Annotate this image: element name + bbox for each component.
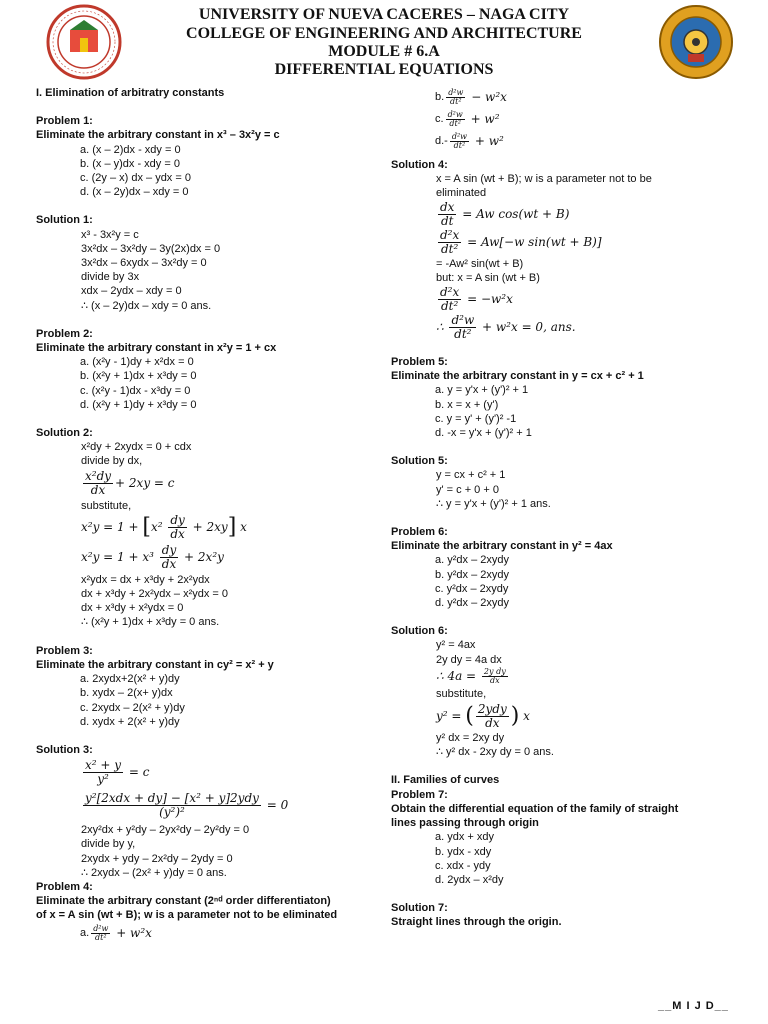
choice: c. 2xydx – 2(x² + y)dy (80, 701, 185, 714)
problem-question: Obtain the differential equation of the family of straight (391, 802, 679, 815)
choice: d. (x – 2y)dx – xdy = 0 (80, 186, 189, 199)
choice: a. y = y'x + (y')² + 1 (435, 384, 529, 397)
problem-title: Problem 6: (391, 526, 448, 539)
solution-step: ∴ 2xydx – (2x² + y)dy = 0 ans. (81, 866, 227, 879)
solution-step: x²dy + 2xydx = 0 + cdx (81, 441, 192, 454)
solution-title: Solution 4: (391, 159, 448, 171)
header-module: MODULE # 6.A (328, 43, 440, 60)
solution-title: Solution 6: (391, 625, 448, 638)
equation: x²y = 1 + x³ $\frac{dy}{dx}$ + 2x²y (81, 543, 224, 572)
choice: d.- $\frac{\text{d²w}}{\text{dt²}}$ + w² (435, 131, 504, 150)
choice: c. $\frac{\text{d²w}}{\text{dt²}}$ + w² (435, 109, 500, 128)
equation: ∴ $\frac{\text{d²w}}{\text{dt²}}$ + w²x = 0, ans. (436, 312, 576, 341)
solution-step: but: x = A sin (wt + B) (436, 271, 540, 284)
problem-question: Eliminate the arbitrary constant in y² = 4ax (391, 540, 613, 553)
choice-letter: c. (435, 112, 444, 125)
solution-step: y' = c + 0 + 0 (436, 483, 499, 496)
problem-question: Eliminate the arbitrary constant in y = cx + c² + 1 (391, 370, 644, 383)
university-seal (46, 4, 122, 80)
solution-step: y² = 4ax (436, 639, 476, 652)
choice: a. 2xydx+2(x² + y)dy (80, 673, 180, 686)
choice: c. y = y' + (y')² -1 (435, 412, 517, 425)
problem-title: Problem 1: (36, 115, 93, 128)
college-seal (658, 4, 734, 80)
choice: c. (x²y - 1)dx - x³dy = 0 (80, 384, 191, 397)
solution-step: 2xydx + ydy – 2x²dy – 2ydy = 0 (81, 852, 233, 865)
choice: d. -x = y'x + (y')² + 1 (435, 427, 532, 440)
problem-title: Problem 5: (391, 356, 448, 369)
problem-title: Problem 3: (36, 644, 93, 657)
choice: a. y²dx – 2xydy (435, 554, 509, 567)
problem-question: Eliminate the arbitrary constant in x³ – 3x²y = c (36, 129, 280, 142)
solution-step: x²ydx = dx + x³dy + 2x²ydx (81, 573, 210, 586)
problem-title: Problem 4: (36, 880, 93, 893)
choice: c. y²dx – 2xydy (435, 582, 509, 595)
equation: y² = ( $\frac{\text{2ydy}}{dx}$ ) x (436, 701, 530, 730)
solution-step: x = A sin (wt + B); w is a parameter not to be (436, 173, 652, 186)
choice: d. y²dx – 2xydy (435, 597, 509, 610)
equation: $\frac{\text{y²[2xdx + dy] − [x² + y]2ydy}}{\text{(y²)²}}$ = 0 (85, 790, 289, 819)
problem-question: of x = A sin (wt + B); w is a parameter not to be eliminated (36, 909, 338, 922)
header-subject: DIFFERENTIAL EQUATIONS (274, 61, 494, 78)
choice: a. (x²y - 1)dy + x²dx = 0 (80, 356, 194, 369)
equation: ∴ 4a = $\frac{\text{2y dy}}{dx}$ (436, 667, 506, 686)
solution-step: ∴ y² dx - 2xy dy = 0 ans. (436, 746, 554, 759)
problem-title: Problem 7: (391, 788, 448, 801)
footer-initials: __M I J D__ (658, 1000, 729, 1012)
choice: d. (x²y + 1)dy + x³dy = 0 (80, 398, 197, 411)
solution-step: x³ - 3x²y = c (81, 228, 139, 241)
solution-step: divide by y, (81, 838, 136, 851)
equation: $\frac{\text{x²dy}}{dx}$ + 2xy = c (85, 469, 175, 498)
choice: a. $\frac{\text{d²w}}{\text{dt²}}$ + w²x (80, 924, 152, 943)
right-column (391, 86, 741, 930)
section-heading: II. Families of curves (391, 774, 500, 787)
problem-title: Problem 2: (36, 327, 93, 340)
header-university: UNIVERSITY OF NUEVA CACERES – NAGA CITY (198, 6, 570, 23)
solution-title: Solution 2: (36, 427, 93, 440)
choice-letter: b. (435, 90, 445, 103)
solution-step: = -Aw² sin(wt + B) (436, 257, 524, 270)
choice: b. (x – y)dx - xdy = 0 (80, 157, 180, 170)
choice: b. (x²y + 1)dx + x³dy = 0 (80, 370, 197, 383)
choice: b. y²dx – 2xydy (435, 568, 509, 581)
equation: $\frac{\text{d²x}}{\text{dt²}}$ = Aw[−w sin(wt + B)] (440, 228, 602, 257)
solution-step: divide by 3x (81, 271, 140, 284)
problem-question: Eliminate the arbitrary constant (2ⁿᵈ order differentiaton) (36, 895, 331, 908)
solution-step: Straight lines through the origin. (391, 916, 562, 929)
section-heading: I. Elimination of arbitratry constants (36, 87, 225, 99)
solution-step: ∴ y = y'x + (y')² + 1 ans. (436, 497, 551, 510)
solution-step: dx + x³dy + x²ydx = 0 (81, 602, 184, 615)
equation: $\frac{dx}{dt}$ = Aw cos(wt + B) (440, 200, 570, 229)
solution-step: xdx – 2ydx – xdy = 0 (81, 285, 182, 298)
choice-letter: d.- (435, 134, 448, 147)
solution-step: substitute, (436, 687, 487, 700)
choice: b. xydx – 2(x+ y)dx (80, 687, 173, 700)
solution-title: Solution 7: (391, 902, 448, 915)
choice-letter: a. (80, 927, 90, 940)
solution-step: eliminated (436, 187, 487, 200)
equation: x²y = 1 + [x² $\frac{dy}{dx}$ + 2xy] x (81, 513, 247, 542)
solution-step: dx + x³dy + 2x²ydx – x²ydx = 0 (81, 588, 229, 601)
choice: a. ydx + xdy (435, 831, 495, 844)
problem-question: Eliminate the arbitrary constant in cy² = x² + y (36, 658, 274, 671)
solution-step: 3x²dx – 6xydx – 3x²dy = 0 (81, 257, 207, 270)
solution-step: y² dx = 2xy dy (436, 732, 505, 745)
solution-step: substitute, (81, 499, 132, 512)
choice: c. xdx - ydy (435, 859, 491, 872)
header-college: COLLEGE OF ENGINEERING AND ARCHITECTURE (186, 25, 582, 42)
choice: c. (2y – x) dx – ydx = 0 (80, 172, 191, 185)
choice: a. (x – 2)dx - xdy = 0 (80, 143, 181, 156)
solution-title: Solution 3: (36, 743, 93, 756)
choice: d. xydx + 2(x² + y)dy (80, 715, 180, 728)
solution-step: ∴ (x²y + 1)dx + x³dy = 0 ans. (81, 616, 220, 629)
equation: $\frac{\text{x² + y}}{\text{y²}}$ = c (85, 757, 150, 786)
problem-question: lines passing through origin (391, 817, 539, 830)
choice: b. $\frac{\text{d²w}}{\text{dt²}}$ − w²x (435, 87, 507, 106)
solution-title: Solution 1: (36, 214, 93, 227)
solution-step: divide by dx, (81, 455, 143, 468)
solution-step: y = cx + c² + 1 (436, 469, 506, 482)
solution-step: 3x²dx – 3x²dy – 3y(2x)dx = 0 (81, 242, 221, 255)
choice: b. x = x + (y') (435, 398, 499, 411)
solution-title: Solution 5: (391, 455, 448, 468)
solution-step: 2xy²dx + y²dy – 2yx²dy – 2y²dy = 0 (81, 824, 250, 837)
choice: b. ydx - xdy (435, 845, 492, 858)
choice: d. 2ydx – x²dy (435, 873, 504, 886)
equation: $\frac{\text{d²x}}{\text{dt²}}$ = −w²x (440, 284, 513, 313)
left-column (36, 86, 381, 945)
solution-step: ∴ (x – 2y)dx – xdy = 0 ans. (81, 299, 212, 312)
solution-step: 2y dy = 4a dx (436, 653, 502, 666)
problem-question: Eliminate the arbitrary constant in x²y = 1 + cx (36, 342, 277, 355)
